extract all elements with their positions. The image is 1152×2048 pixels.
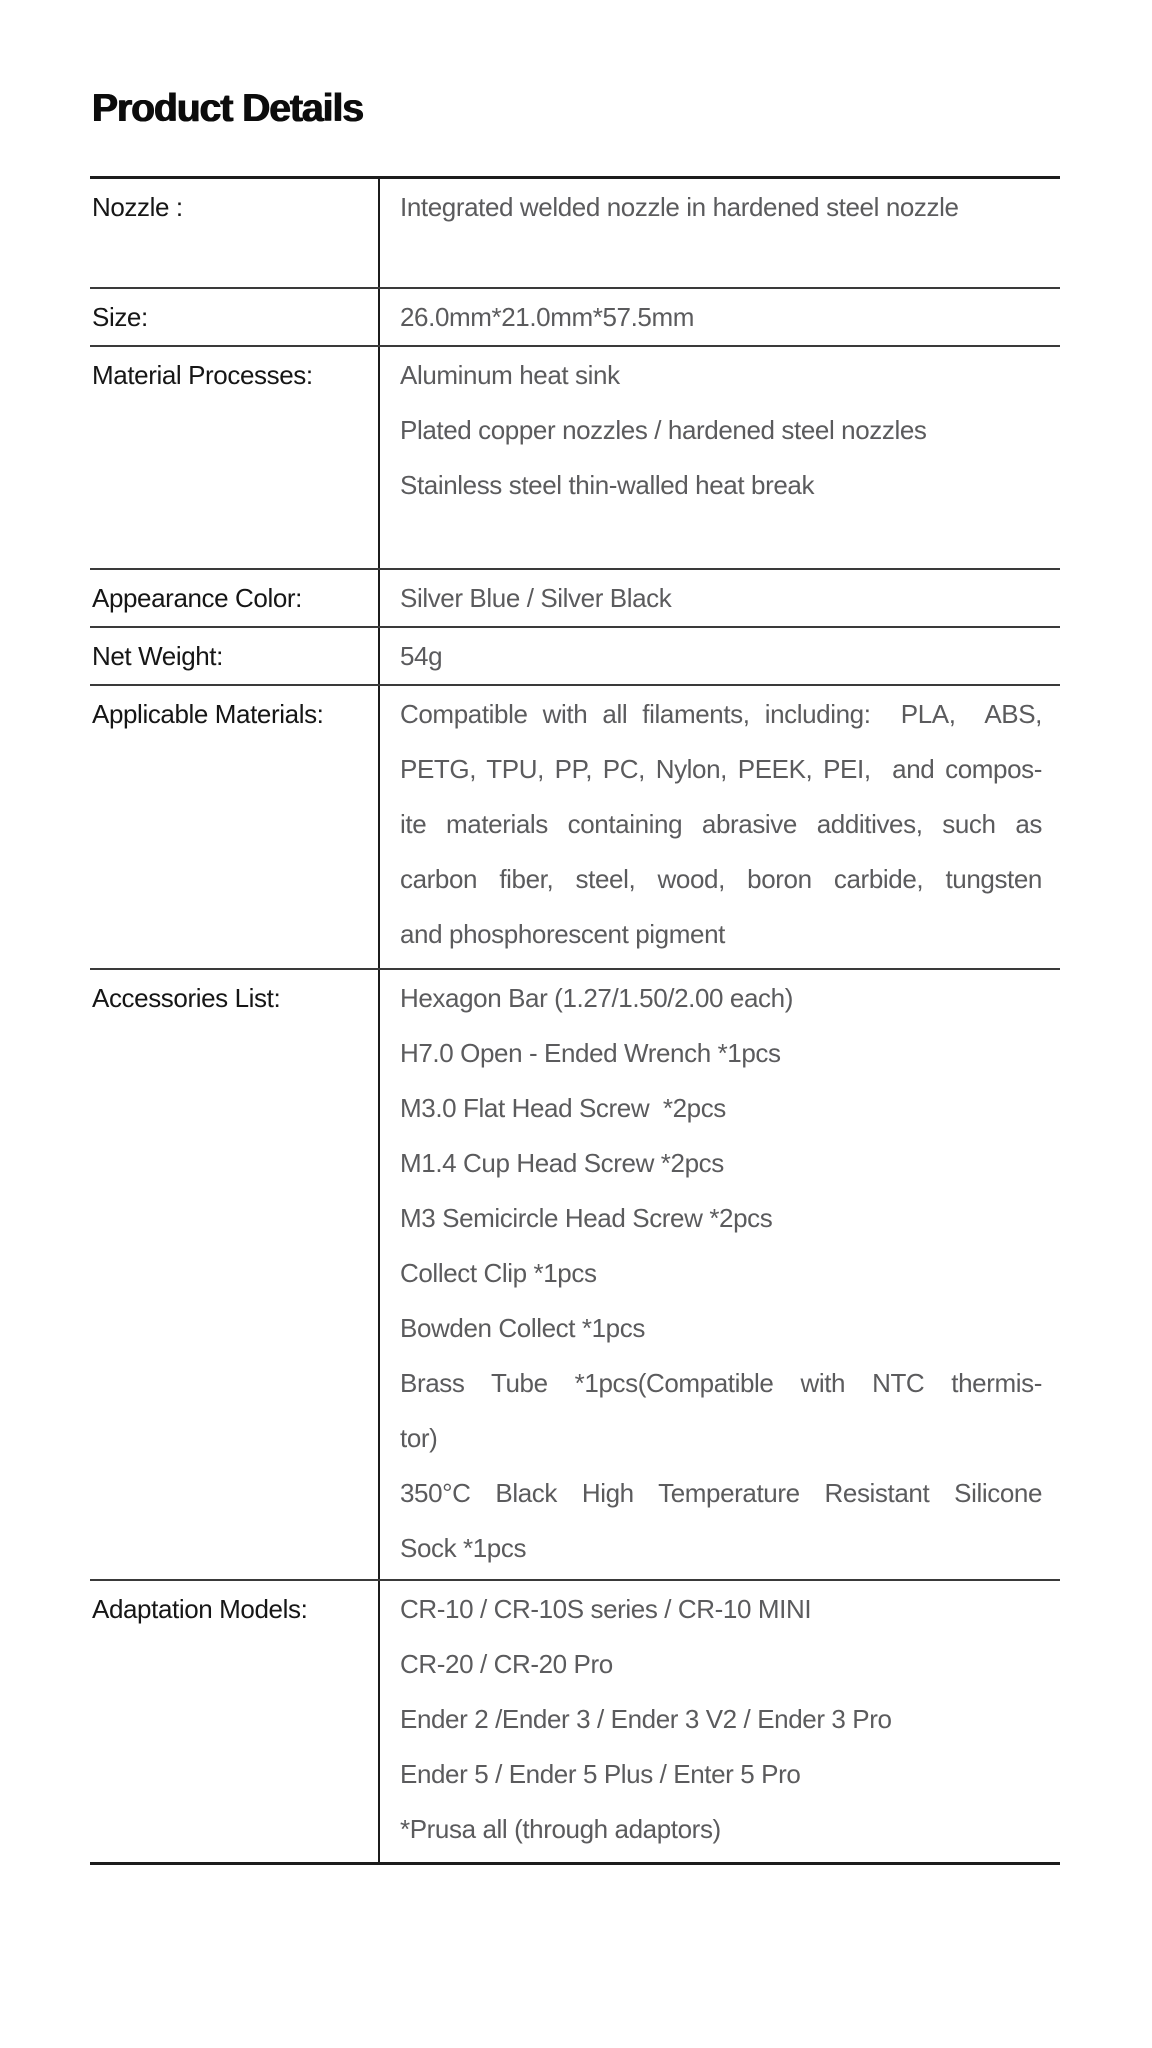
content-line: Compatible with all filaments, including: PLA, ABS, [400,699,1042,729]
table-row [90,347,1060,570]
row-label: Adaptation Models: [92,1594,308,1624]
row-label: Net Weight: [92,641,223,671]
row-content-cell [380,570,1060,626]
row-label: Appearance Color: [92,583,302,613]
product-table [90,176,1060,1865]
table-row [90,1581,1060,1865]
content-line: and phosphorescent pigment [400,919,725,949]
row-label-cell [90,289,380,345]
table-row [90,289,1060,347]
content-line: CR-20 / CR-20 Pro [400,1649,613,1679]
row-label-cell [90,686,380,968]
row-label-cell [90,179,380,287]
content-line: Ender 5 / Ender 5 Plus / Enter 5 Pro [400,1759,801,1789]
table-row [90,570,1060,628]
table-row [90,628,1060,686]
row-label-cell [90,347,380,568]
content-line: M3 Semicircle Head Screw *2pcs [400,1203,773,1233]
content-line: Silver Blue / Silver Black [400,583,672,613]
row-label: Applicable Materials: [92,699,324,729]
content-line: Brass Tube *1pcs(Compatible with NTC thermis- [400,1368,1042,1398]
content-line: Integrated welded nozzle in hardened steel nozzle [400,192,959,222]
row-label: Accessories List: [92,983,281,1013]
content-line: ite materials containing abrasive additives, such as [400,809,1042,839]
row-label-cell [90,970,380,1579]
content-line: 54g [400,641,443,671]
row-content-cell [380,179,1060,287]
table-row [90,686,1060,970]
table-row [90,179,1060,289]
content-line: M1.4 Cup Head Screw *2pcs [400,1148,724,1178]
row-content-cell [380,970,1060,1579]
content-line: PETG, TPU, PP, PC, Nylon, PEEK, PEI, and compos- [400,754,1042,784]
row-content-cell [380,347,1060,568]
row-content-cell [380,628,1060,684]
content-line: 26.0mm*21.0mm*57.5mm [400,302,694,332]
row-label-cell [90,628,380,684]
row-label-cell [90,570,380,626]
row-label: Size: [92,302,148,332]
content-line: Plated copper nozzles / hardened steel nozzles [400,415,927,445]
content-line: carbon fiber, steel, wood, boron carbide, tungsten [400,864,1042,894]
content-line: Bowden Collect *1pcs [400,1313,645,1343]
content-line: Aluminum heat sink [400,360,620,390]
content-line: 350°C Black High Temperature Resistant Silicone [400,1478,1042,1508]
content-line: Collect Clip *1pcs [400,1258,597,1288]
row-content-cell [380,1581,1060,1862]
content-line: H7.0 Open - Ended Wrench *1pcs [400,1038,781,1068]
content-line: Ender 2 /Ender 3 / Ender 3 V2 / Ender 3 Pro [400,1704,892,1734]
row-label: Nozzle : [92,192,183,222]
row-content-cell [380,686,1060,968]
content-line: Hexagon Bar (1.27/1.50/2.00 each) [400,983,793,1013]
content-line: Stainless steel thin-walled heat break [400,470,815,500]
page-title: Product Details [92,87,364,130]
row-label-cell [90,1581,380,1862]
content-line: CR-10 / CR-10S series / CR-10 MINI [400,1594,812,1624]
row-label: Material Processes: [92,360,313,390]
content-line: *Prusa all (through adaptors) [400,1814,721,1844]
row-content-cell [380,289,1060,345]
content-line: tor) [400,1423,438,1453]
content-line: M3.0 Flat Head Screw *2pcs [400,1093,726,1123]
content-line: Sock *1pcs [400,1533,527,1563]
table-row [90,970,1060,1581]
